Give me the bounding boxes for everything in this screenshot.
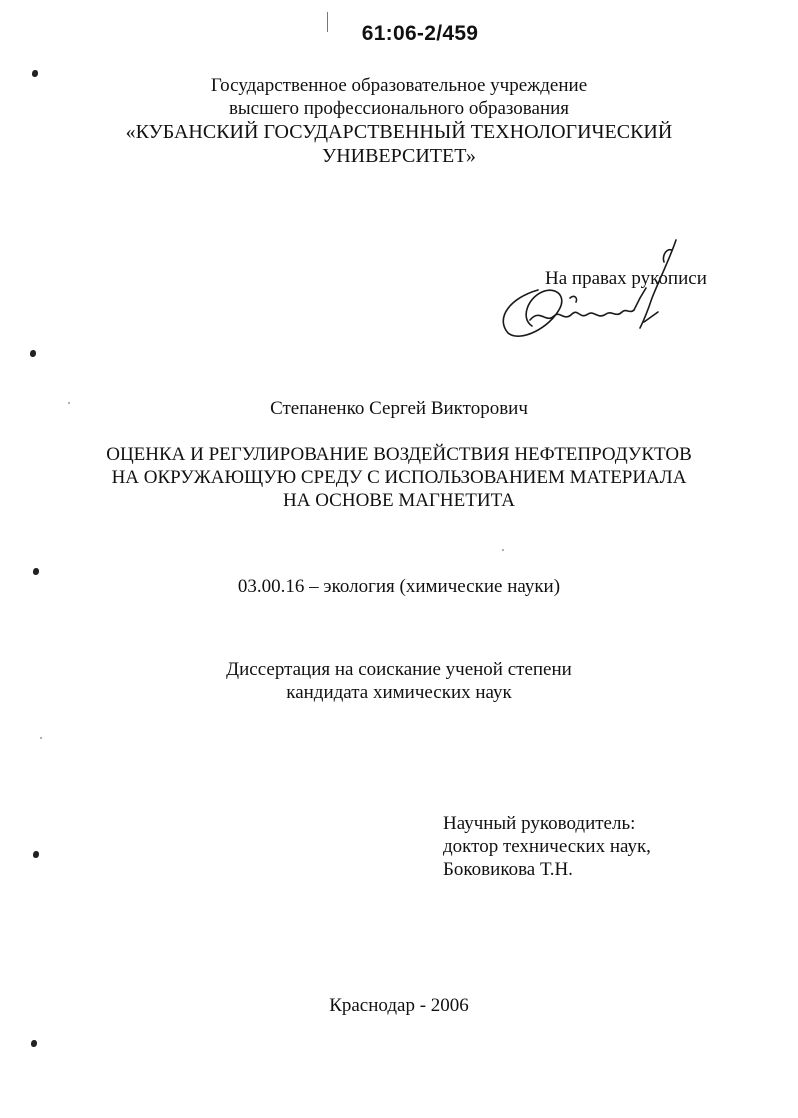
institution-line-3: «КУБАНСКИЙ ГОСУДАРСТВЕННЫЙ ТЕХНОЛОГИЧЕСКИЙ [125, 121, 673, 143]
title-line-3: НА ОСНОВЕ МАГНЕТИТА [283, 490, 515, 511]
institution-line-4: УНИВЕРСИТЕТ» [322, 145, 476, 167]
scan-speck [502, 549, 504, 551]
rights-notice: На правах рукописи [545, 268, 707, 289]
scan-speck [68, 402, 70, 404]
binding-hole [31, 1040, 37, 1047]
dissertation-title [0, 443, 798, 512]
institution-line-2: высшего профессионального образования [228, 98, 570, 119]
catalog-code: 61:06-2/459 [361, 22, 479, 45]
specialty: 03.00.16 – экология (химические науки) [237, 576, 561, 597]
institution-header [0, 74, 798, 168]
title-line-1: ОЦЕНКА И РЕГУЛИРОВАНИЕ ВОЗДЕЙСТВИЯ НЕФТЕПРОДУКТОВ [106, 444, 692, 465]
degree-line-2: кандидата химических наук [286, 682, 512, 703]
binding-hole [32, 70, 38, 77]
supervisor-block [443, 812, 651, 881]
degree-line-1: Диссертация на соискание ученой степени [226, 659, 572, 680]
signature [480, 228, 680, 348]
supervisor-label: Научный руководитель: [443, 813, 636, 834]
institution-line-1: Государственное образовательное учреждение [210, 75, 588, 96]
supervisor-name: Боковикова Т.Н. [443, 859, 573, 880]
binding-hole [33, 568, 39, 575]
binding-hole [33, 851, 39, 858]
binding-hole [30, 350, 36, 357]
author-name: Степаненко Сергей Викторович [270, 398, 528, 419]
supervisor-rank: доктор технических наук, [443, 836, 651, 857]
scan-speck [40, 737, 42, 739]
scan-mark [327, 12, 328, 32]
degree-statement [0, 658, 798, 704]
city-year: Краснодар - 2006 [329, 995, 469, 1016]
title-line-2: НА ОКРУЖАЮЩУЮ СРЕДУ С ИСПОЛЬЗОВАНИЕМ МАТЕРИАЛА [111, 467, 687, 488]
